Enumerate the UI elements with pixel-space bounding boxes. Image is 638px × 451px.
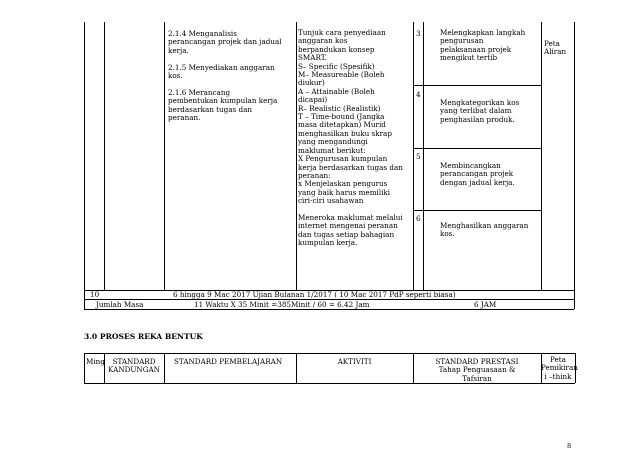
week-number: 10 (90, 290, 100, 299)
section-heading: 3.0 PROSES REKA BENTUK (84, 332, 203, 341)
performance-level-number: 4 (416, 90, 421, 99)
table-line (413, 210, 541, 211)
page-number: 8 (567, 442, 572, 450)
performance-level-number: 3 (416, 29, 421, 38)
header-standard-kandungan: STANDARD KANDUNGAN (108, 357, 160, 375)
thinking-map-cell: Peta Aliran (544, 39, 567, 57)
table-line (541, 22, 542, 290)
table-line (84, 353, 85, 383)
header-ming: Ming (86, 357, 105, 366)
table-line (423, 22, 424, 290)
total-time-hours: 6 JAM (474, 300, 497, 309)
table-line (84, 22, 85, 309)
header-aktiviti: AKTIVITI (337, 357, 372, 366)
table-line (296, 22, 297, 290)
performance-descriptor: Mengkategorikan kos yang terlibat dalam penghasilan produk. (440, 98, 520, 124)
table-line (164, 353, 165, 383)
total-time-calculation: 11 Waktu X 35 Minit =385Minit / 60 = 6.42 Jam (194, 300, 370, 309)
table-line (413, 148, 541, 149)
performance-descriptor: Menghasilkan anggaran kos. (440, 221, 529, 239)
learning-standard-cell: 2.1.4 Menganalisis perancangan projek dan jadual kerja. 2.1.5 Menyediakan anggaran kos. 2.1.6 Merancang pembentukan kumpulan kerja berdasarkan tugas dan peranan. (168, 29, 282, 123)
header-standard-pembelajaran: STANDARD PEMBELAJARAN (174, 357, 283, 366)
table-line (164, 22, 165, 290)
table-line (84, 353, 575, 354)
header-standard-prestasi: STANDARD PRESTASI Tahap Penguasaan & Tafsiran (435, 357, 519, 383)
table-line (413, 85, 541, 86)
week-note: 6 hingga 9 Mac 2017 Ujian Bulanan 1/2017 ( 10 Mac 2017 PdP seperti biasa) (173, 290, 456, 299)
performance-level-number: 5 (416, 152, 421, 161)
performance-level-number: 6 (416, 214, 421, 223)
activity-cell: Tunjuk cara penyediaan anggaran kos berpandukan konsep SMART. S– Specific (Spesifik) M– Measureable (Boleh diukur) A – Attainable (Boleh dicapai) R– Realistic (Realistik) T – Time-bound (Jangka masa ditetapkan) Murid menghasilkan buku skrap yang mengandungi maklumat berikut: X Pengurusan kumpulan kerja berdasarkan tugas dan peranan: x Menjelaskan pengurus yang baik harus memiliki ciri-ciri usahawan Meneroka maklumat melalui internet mengenai peranan dan tugas setiap bahagian kumpulan kerja. (298, 28, 403, 248)
total-time-label: Jumlah Masa (96, 300, 144, 309)
table-line (574, 22, 575, 309)
table-line (104, 22, 105, 290)
performance-descriptor: Melengkapkan langkah pengurusan pelaksanaan projek mengikut tertib (440, 28, 526, 63)
header-peta-pemikiran: Peta Pemikiran i –think (541, 355, 578, 381)
performance-descriptor: Membincangkan perancangan projek dengan jadual kerja. (440, 161, 515, 187)
